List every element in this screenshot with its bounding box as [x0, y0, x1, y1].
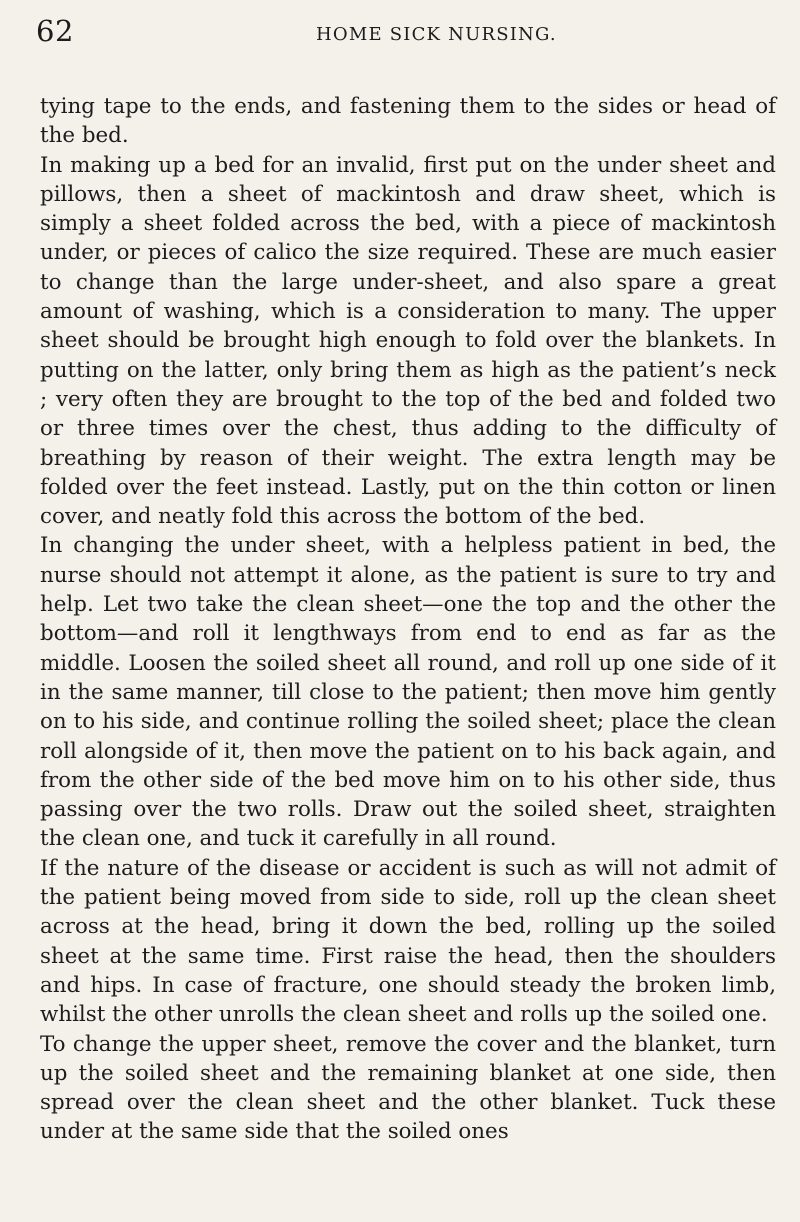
- paragraph-making-bed: In making up a bed for an invalid, first put on the under sheet and pillows, then a sheet of mackintosh and draw sheet, which is simply a sheet folded across the bed, with a piece of mackintosh under, or pieces of calico the size required. These are much easier to change than the large under-sheet, and also spare a great amount of washing, which is a consideration to many. The upper sheet should be brought high enough to fold over the blankets. In putting on the latter, only bring them as high as the patient’s neck ; very often they are brought to the top of the bed and folded two or three times over the chest, thus adding to the difficulty of breathing by reason of their weight. The extra length may be folded over the feet instead. Lastly, put on the thin cotton or linen cover, and neatly fold this across the bottom of the bed.: [40, 152, 776, 530]
- paragraph-changing-upper-sheet: To change the upper sheet, remove the cover and the blanket, turn up the soiled sheet and the remaining blanket at one side, then spread over the clean sheet and the other blanket. Tuck these under at the same side that the soiled ones: [40, 1031, 776, 1145]
- paragraph-immobile-patient: If the nature of the disease or accident is such as will not admit of the patient being moved from side to side, roll up the clean sheet across at the head, bring it down the bed, rolling up the soiled sheet at the same time. First raise the head, then the shoulders and hips. In case of fracture, one should steady the broken limb, whilst the other unrolls the clean sheet and rolls up the soiled one.: [40, 855, 776, 1028]
- running-head: [36, 14, 776, 54]
- paragraph-continuation: tying tape to the ends, and fastening them to the sides or head of the bed.: [40, 94, 776, 149]
- body-text: [40, 92, 776, 1147]
- paragraph-changing-under-sheet: In changing the under sheet, with a helpless patient in bed, the nurse should not attempt it alone, as the patient is sure to try and help. Let two take the clean sheet—one the top and the other the bottom—and roll it lengthways from end to end as far as the middle. Loosen the soiled sheet all round, and roll up one side of it in the same manner, till close to the patient; then move him gently on to his side, and continue rolling the soiled sheet; place the clean roll alongside of it, then move the patient on to his back again, and from the other side of the bed move him on to his other side, thus passing over the two rolls. Draw out the soiled sheet, straighten the clean one, and tuck it carefully in all round.: [40, 533, 776, 852]
- page-number: 62: [36, 14, 74, 48]
- running-title: HOME SICK NURSING.: [316, 24, 557, 45]
